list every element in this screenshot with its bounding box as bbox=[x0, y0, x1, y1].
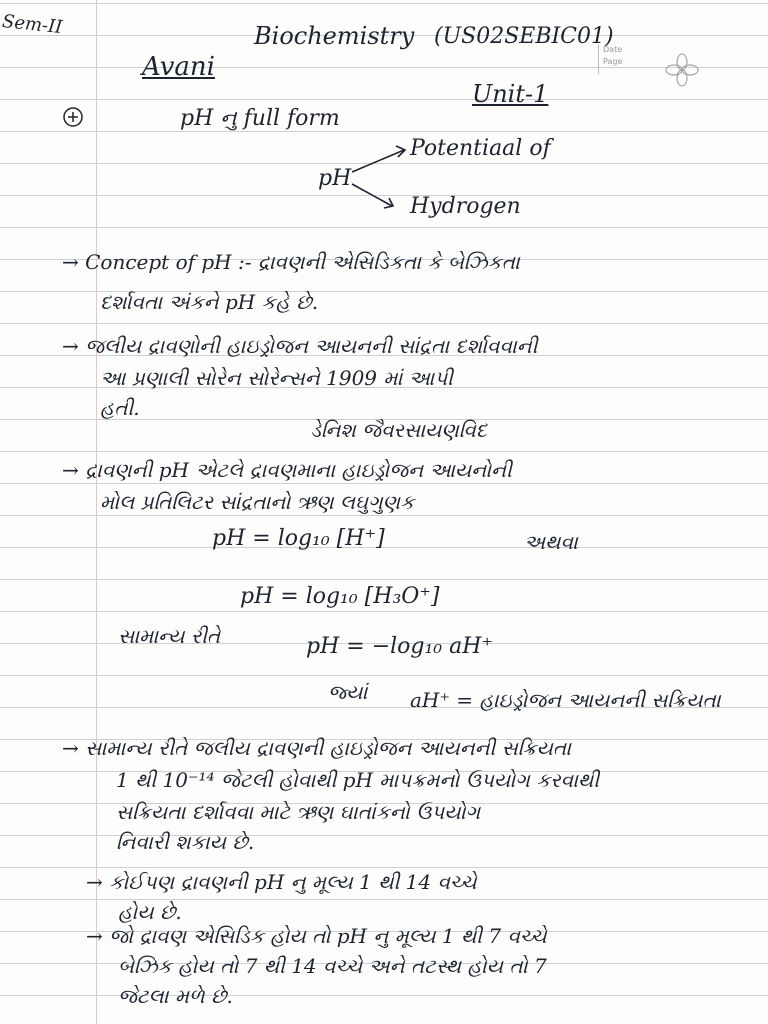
para2-line-2: આ પ્રણાલી સોરેન સોરેન્સને 1909 માં આપી bbox=[100, 366, 453, 390]
student-name: Avani bbox=[142, 52, 215, 82]
equation-1-suffix: અથવા bbox=[524, 530, 578, 554]
para4-line-4: નિવારી શકાય છે. bbox=[116, 830, 255, 854]
unit-label: Unit-1 bbox=[472, 80, 549, 108]
concept-line-2: દર્શાવતા અંકને pH કહે છે. bbox=[100, 290, 319, 314]
para4-line-3: સક્રિયતા દર્શાવવા માટે ઋણ ઘાતાંકનો ઉપયોગ bbox=[116, 800, 481, 824]
equation-2: pH = log₁₀ [H₃O⁺] bbox=[240, 584, 440, 609]
ph-branch-potential: Potentiaal of bbox=[410, 136, 551, 161]
semester-label: Sem-II bbox=[1, 10, 64, 39]
para4-line-2: 1 થી 10⁻¹⁴ જેટલી હોવાથી pH માપક્રમનો ઉપયોગ કરવાથી bbox=[116, 768, 600, 792]
page-title: Biochemistry bbox=[254, 22, 415, 50]
para3-line-1: → દ્રાવણની pH એટલે દ્રાવણમાના હાઇડ્રોજન આયનોની bbox=[62, 458, 512, 482]
logo-page-label: Page bbox=[603, 57, 623, 66]
equation-1: pH = log₁₀ [H⁺] bbox=[212, 526, 385, 551]
para6-line-3: જેટલા મળે છે. bbox=[118, 984, 233, 1008]
para2-line-4: ડેનિશ જૈવરસાયણવિદ bbox=[310, 418, 487, 442]
concept-line-1: → Concept of pH :- દ્રાવણની એસિડિકતા કે બેઝિકતા bbox=[62, 250, 520, 274]
para2-line-1: → જલીય દ્રાવણોની હાઇડ્રોજન આયનની સાંદ્રતા દર્શાવવાની bbox=[62, 334, 538, 358]
logo-date-label: Date bbox=[603, 45, 623, 54]
para4-line-1: → સામાન્ય રીતે જલીય દ્રાવણની હાઇડ્રોજન આયનની સક્રિયતા bbox=[62, 736, 571, 760]
ph-branch-hydrogen: Hydrogen bbox=[410, 194, 521, 219]
para5-line-2: હોય છે. bbox=[118, 900, 182, 924]
course-code: (US02SEBIC01) bbox=[434, 24, 614, 49]
ph-heading: pH નુ full form bbox=[180, 106, 340, 131]
equation-3-prefix: સામાન્ય રીતે bbox=[118, 624, 221, 648]
para2-line-3: હતી. bbox=[100, 396, 140, 420]
para6-line-1: → જો દ્રાવણ એસિડિક હોય તો pH નુ મૂલ્ય 1 થી 7 વચ્ચે bbox=[86, 924, 547, 948]
equation-4-prefix: જ્યાં bbox=[328, 680, 368, 704]
para3-line-2: મોલ પ્રતિલિટર સાંદ્રતાનો ઋણ લઘુગુણક bbox=[100, 490, 415, 514]
equation-3: pH = −log₁₀ aH⁺ bbox=[306, 634, 494, 659]
ph-label: pH bbox=[318, 166, 352, 191]
para6-line-2: બેઝિક હોય તો 7 થી 14 વચ્ચે અને તટસ્થ હોય તો 7 bbox=[118, 954, 547, 978]
para5-line-1: → કોઈપણ દ્રાવણની pH નુ મૂલ્ય 1 થી 14 વચ્ચે bbox=[86, 870, 477, 894]
equation-4: aH⁺ = હાઇડ્રોજન આયનની સક્રિયતા bbox=[410, 688, 721, 712]
